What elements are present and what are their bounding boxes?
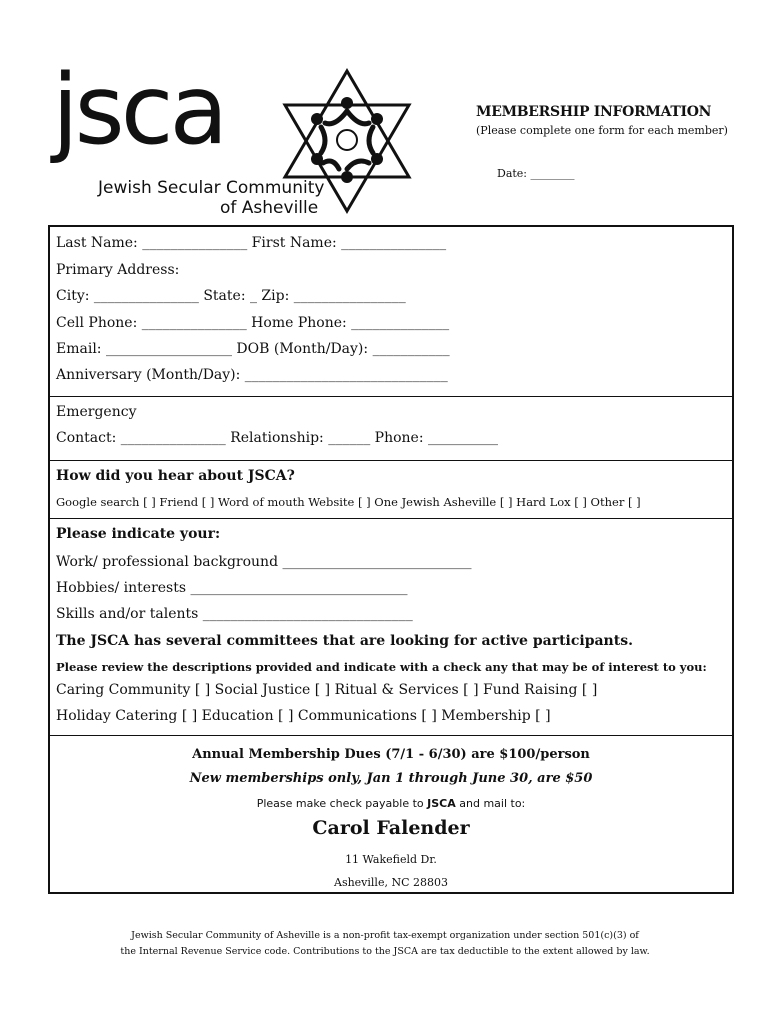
dues-section	[50, 735, 732, 892]
referral-options[interactable]: Google search [ ] Friend [ ] Word of mouth Website [ ] One Jewish Asheville [ ] Hard Lox [ ] Other [ ]	[56, 495, 641, 509]
payable-name: JSCA	[427, 797, 456, 810]
emergency-contact-fields[interactable]: Contact: _______________ Relationship: ______ Phone: __________	[56, 430, 499, 446]
hobbies-field[interactable]: Hobbies/ interests _______________________________	[56, 580, 408, 596]
personal-info-section	[50, 227, 732, 397]
referral-section	[50, 460, 732, 519]
email-dob-fields[interactable]: Email: __________________ DOB (Month/Day): ___________	[56, 341, 450, 357]
logo-subtitle-line1: Jewish Secular Community	[98, 178, 325, 198]
committees-note: Please review the descriptions provided and indicate with a check any that may be of interest to you:	[56, 660, 707, 674]
annual-dues: Annual Membership Dues (7/1 - 6/30) are $100/person	[192, 747, 590, 762]
emergency-label: Emergency	[56, 404, 137, 420]
address-field[interactable]: Primary Address:	[56, 262, 180, 278]
skills-field[interactable]: Skills and/or talents ______________________________	[56, 606, 413, 622]
payable-line	[50, 797, 732, 810]
recipient-name: Carol Falender	[312, 817, 470, 839]
new-membership-dues: New memberships only, Jan 1 through June 30, are $50	[189, 771, 593, 786]
footer-line-2: the Internal Revenue Service code. Contributions to the JSCA are tax deductible to the extent allowed by law.	[120, 946, 650, 957]
payable-suffix: and mail to:	[455, 797, 526, 810]
footer-note	[0, 928, 770, 960]
anniversary-field[interactable]: Anniversary (Month/Day): _____________________________	[56, 367, 448, 383]
date-field[interactable]: Date: ________	[497, 167, 575, 180]
committees-row-2[interactable]: Holiday Catering [ ] Education [ ] Communications [ ] Membership [ ]	[56, 708, 551, 724]
name-fields[interactable]: Last Name: _______________ First Name: _______________	[56, 235, 447, 251]
emergency-section	[50, 396, 732, 461]
phone-fields[interactable]: Cell Phone: _______________ Home Phone: ______________	[56, 315, 450, 331]
logo-wordmark: jsca	[52, 54, 225, 166]
membership-form	[48, 225, 734, 894]
payable-prefix: Please make check payable to	[256, 797, 428, 810]
committees-row-1[interactable]: Caring Community [ ] Social Justice [ ] Ritual & Services [ ] Fund Raising [ ]	[56, 682, 598, 698]
jsca-logo	[52, 54, 422, 222]
work-field[interactable]: Work/ professional background ___________________________	[56, 554, 472, 570]
referral-title: How did you hear about JSCA?	[56, 468, 295, 484]
logo-subtitle-line2: of Asheville	[220, 198, 319, 218]
interests-section	[50, 518, 732, 736]
interests-title: Please indicate your:	[56, 526, 221, 542]
mailing-city: Asheville, NC 28803	[334, 876, 448, 889]
form-subtitle: (Please complete one form for each member)	[476, 124, 728, 137]
footer-line-1: Jewish Secular Community of Asheville is a non-profit tax-exempt organization under section 501(c)(3) of	[131, 930, 639, 941]
city-state-zip-fields[interactable]: City: _______________ State: _ Zip: ________________	[56, 288, 406, 304]
mailing-street: 11 Wakefield Dr.	[345, 853, 437, 866]
form-title: MEMBERSHIP INFORMATION	[476, 104, 712, 120]
committees-title: The JSCA has several committees that are looking for active participants.	[56, 633, 633, 649]
